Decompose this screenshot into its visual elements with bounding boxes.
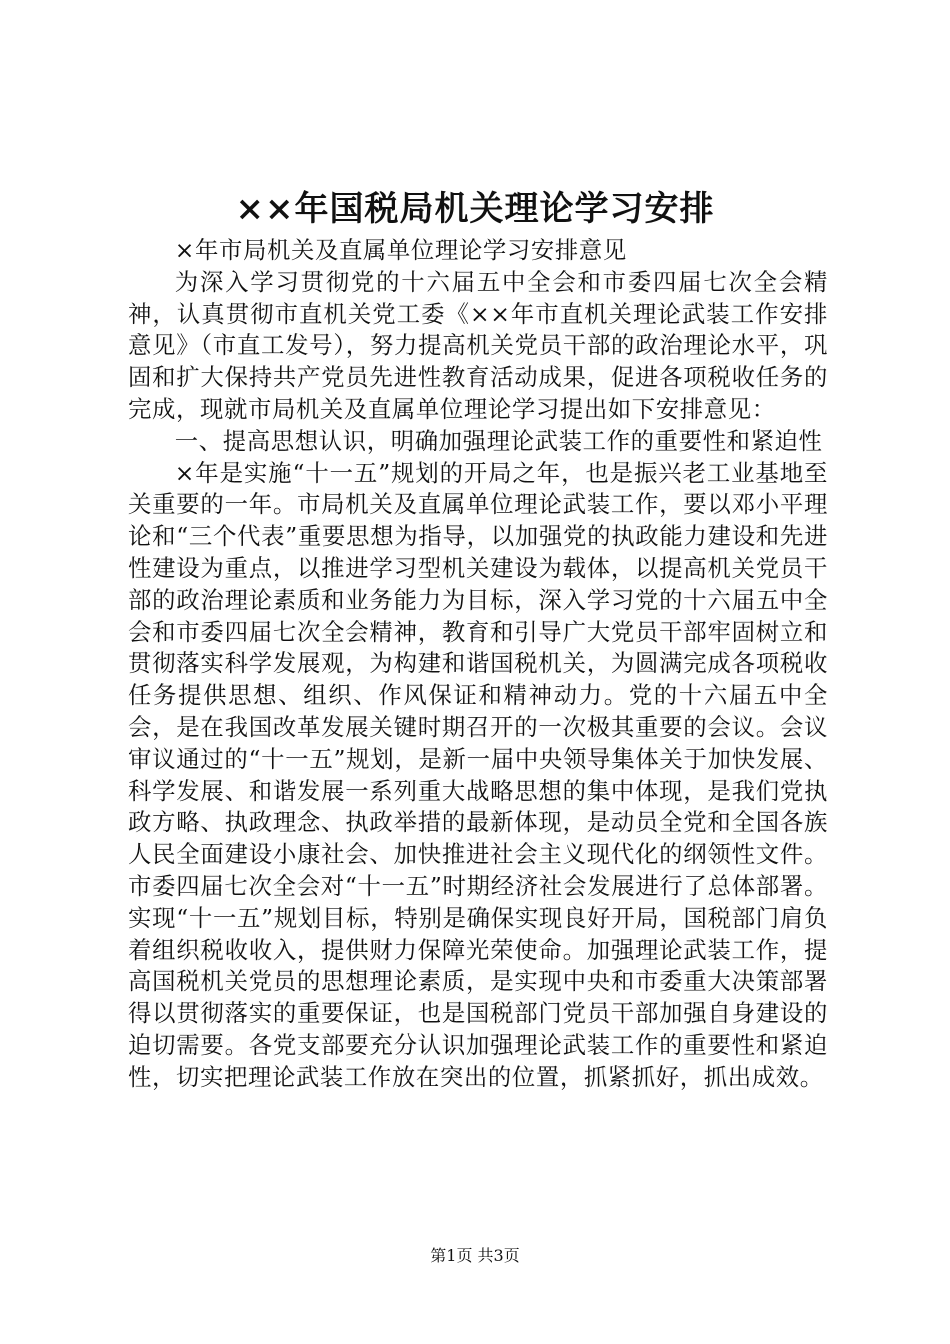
subtitle-paragraph: ×年市局机关及直属单位理论学习安排意见 — [174, 236, 627, 264]
intro-paragraph: 为深入学习贯彻党的十六届五中全会和市委四届七次全会精神，认真贯彻市直机关党工委《××年市直机关理论武装工作安排意见》（市直工发号），努力提高机关党员干部的政治理论水平，巩固和扩大保持共产党员先进性教育活动成果，促进各项税收任务的完成，现就市局机关及直属单位理论学习提出如下安排意见： — [128, 267, 828, 423]
section-heading-1: 一、提高思想认识，明确加强理论武装工作的重要性和紧迫性 — [174, 426, 823, 455]
section-1-paragraph: ×年是实施“十一五”规划的开局之年，也是振兴老工业基地至关重要的一年。市局机关及直属单位理论武装工作，要以邓小平理论和“三个代表”重要思想为指导，以加强党的执政能力建设和先进性建设为重点，以推进学习型机关建设为载体，以提高机关党员干部的政治理论素质和业务能力为目标，深入学习党的十六届五中全会和市委四届七次全会精神，教育和引导广大党员干部牢固树立和贯彻落实科学发展观，为构建和谐国税机关，为圆满完成各项税收任务提供思想、组织、作风保证和精神动力。党的十六届五中全会，是在我国改革发展关键时期召开的一次极其重要的会议。会议审议通过的“十一五”规划，是新一届中央领导集体关于加快发展、科学发展、和谐发展一系列重大战略思想的集中体现，是我们党执政方略、执政理念、执政举措的最新体现，是动员全党和全国各族人民全面建设小康社会、加快推进社会主义现代化的纲领性文件。市委四届七次全会对“十一五”时期经济社会发展进行了总体部署。实现“十一五”规划目标，特别是确保实现良好开局，国税部门肩负着组织税收收入，提供财力保障光荣使命。加强理论武装工作，提高国税机关党员的思想理论素质，是实现中央和市委重大决策部署得以贯彻落实的重要保证，也是国税部门党员干部加强自身建设的迫切需要。各党支部要充分认识加强理论武装工作的重要性和紧迫性，切实把理论武装工作放在突出的位置，抓紧抓好，抓出成效。 — [128, 458, 828, 1091]
document-body — [128, 235, 828, 1094]
page-number-footer: 第1页 共3页 — [430, 1246, 520, 1265]
document-title: ××年国税局机关理论学习安排 — [235, 189, 715, 229]
